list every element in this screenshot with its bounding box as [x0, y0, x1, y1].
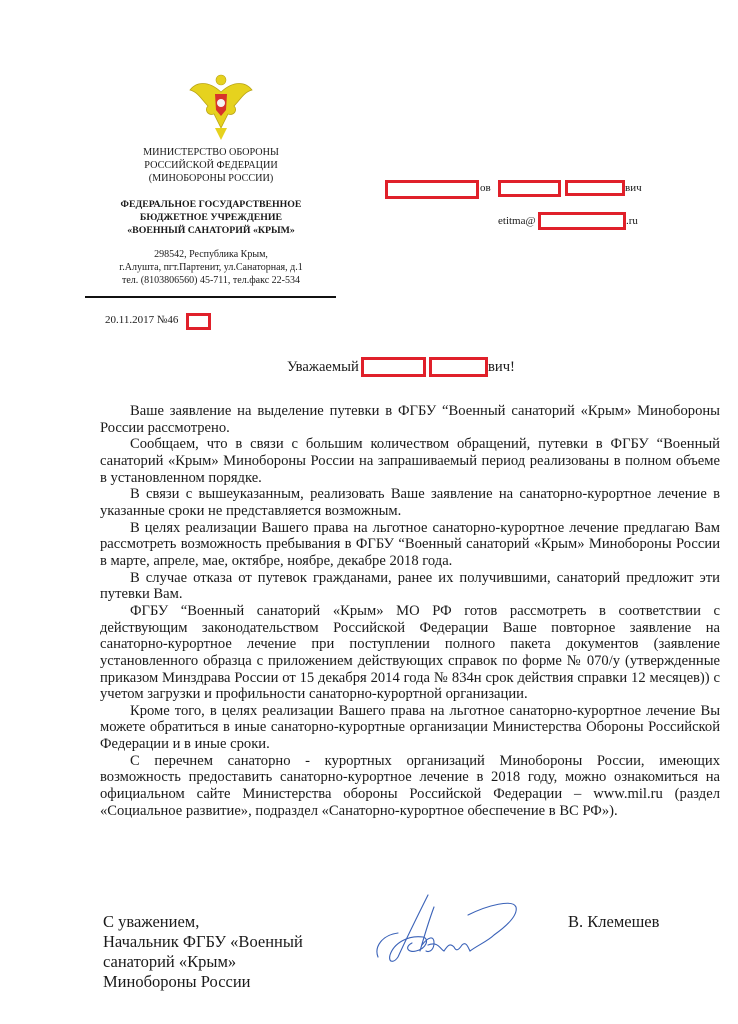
paragraph-line: Ваше заявление на выделение путевки в ФГБУ “Военный санаторий «Крым» Минобороны	[130, 403, 720, 419]
signature-icon	[368, 885, 528, 970]
paragraph-line: установленного образца с приложением действующих справок по форме № 070/у (утвержденные	[100, 652, 720, 669]
date-reference: 20.11.2017 №46	[105, 314, 179, 326]
ministry-heading	[85, 146, 337, 185]
closing-line: Минобороны России	[103, 972, 251, 991]
paragraph-line: можете обратиться в иные санаторно-курортные организации Министерства Обороны Российской	[100, 719, 720, 736]
institution-heading	[85, 198, 337, 237]
institution-line: ФЕДЕРАЛЬНОЕ ГОСУДАРСТВЕННОЕ	[120, 199, 302, 210]
address-line: г.Алушта, пгт.Партенит, ул.Санаторная, д.1	[119, 262, 303, 273]
paragraph-line: В связи с вышеуказанным, реализовать Ваше заявление на санаторно-курортное лечение в	[130, 486, 720, 503]
paragraph	[100, 603, 720, 703]
paragraph-line: рассмотреть возможность пребывания в ФГБУ “Военный санаторий «Крым» Минобороны России	[100, 536, 720, 553]
address-line: 298542, Республика Крым,	[154, 249, 268, 260]
paragraph	[100, 570, 720, 603]
closing-line: Начальник ФГБУ «Военный	[103, 932, 303, 951]
paragraph-line: России рассмотрено.	[100, 419, 230, 436]
greeting-prefix: Уважаемый	[287, 359, 359, 375]
institution-line: БЮДЖЕТНОЕ УЧРЕЖДЕНИЕ	[139, 212, 283, 223]
closing-block	[103, 912, 303, 992]
paragraph	[100, 520, 720, 570]
paragraph-line: указанные сроки не представляется возможным.	[100, 502, 402, 519]
redaction-box	[498, 180, 561, 197]
paragraph-line: приказом Минздрава России от 15 декабря 2014 года № 834н срок действия справки 12 месяцев)) с	[100, 669, 720, 686]
greeting-suffix: вич!	[488, 359, 515, 375]
signer-name: В. Клемешев	[568, 912, 660, 931]
ministry-line: РОССИЙСКОЙ ФЕДЕРАЦИИ	[144, 160, 278, 171]
header-divider	[85, 296, 336, 298]
paragraph-line: В случае отказа от путевок гражданами, ранее их получившими, санаторий предложит эти	[130, 569, 720, 586]
redaction-box	[429, 357, 488, 377]
paragraph-line: санаторий «Крым» Минобороны России на запрашиваемый период реализованы в полном объеме	[100, 452, 720, 469]
closing-line: санаторий «Крым»	[103, 952, 237, 971]
recipient-name-part: вич	[625, 182, 642, 194]
paragraph-line: Федерации и в иные сроки.	[100, 736, 270, 753]
paragraph-line: санаторно-курортное лечение при поступлении полного пакета документов (заявление	[100, 636, 720, 653]
emblem-icon	[188, 70, 254, 142]
recipient-email-prefix: etitma@	[498, 215, 536, 227]
paragraph-line: в установленном порядке.	[100, 469, 262, 486]
paragraph-line: Кроме того, в целях реализации Вашего права на льготное санаторно-курортное лечение Вы	[130, 702, 720, 719]
redaction-box	[565, 180, 625, 196]
redaction-box	[538, 212, 626, 230]
paragraph-line: путевки Вам.	[100, 586, 183, 603]
paragraph-line: В целях реализации Вашего права на льготное санаторно-курортное лечение предлагаю Вам	[130, 519, 720, 536]
paragraph	[100, 703, 720, 753]
ministry-line: МИНИСТЕРСТВО ОБОРОНЫ	[143, 147, 279, 158]
institution-address	[85, 248, 337, 287]
paragraph-line: действующим законодательством Российской Федерации Ваше повторное заявление на	[100, 619, 720, 636]
paragraph	[100, 403, 720, 436]
paragraph-line: ФГБУ “Военный санаторий «Крым» МО РФ готов рассмотреть в соответствии с	[130, 602, 720, 619]
paragraph	[100, 436, 720, 486]
ministry-line: (МИНОБОРОНЫ РОССИИ)	[148, 173, 274, 184]
recipient-name-part: ов	[480, 182, 491, 194]
paragraph-line: С перечнем санаторно - курортных организаций Минобороны России, имеющих	[130, 752, 720, 769]
letter-body	[100, 403, 720, 819]
redaction-box	[186, 313, 211, 330]
institution-line: «ВОЕННЫЙ САНАТОРИЙ «КРЫМ»	[127, 225, 295, 236]
paragraph-line: официальном сайте Министерства обороны Российской Федерации – www.mil.ru (раздел	[100, 786, 720, 803]
paragraph-line: «Социальное развитие», подраздел «Санаторно-курортное обеспечение в ВС РФ»).	[100, 802, 618, 819]
redaction-box	[385, 180, 479, 199]
paragraph	[100, 753, 720, 820]
paragraph-line: Сообщаем, что в связи с большим количеством обращений, путевки в ФГБУ “Военный	[130, 436, 720, 453]
paragraph-line: учетом загрузки и профильности санаторно-курортной организации.	[100, 686, 528, 703]
paragraph-line: в марте, апреле, мае, октябре, ноябре, декабре 2018 года.	[100, 552, 453, 569]
closing-line: С уважением,	[103, 912, 200, 931]
recipient-email-suffix: .ru	[626, 215, 638, 227]
paragraph-line: возможность предоставить санаторно-курортное лечение в 2018 году, можно ознакомиться на	[100, 769, 720, 786]
address-line: тел. (8103806560) 45-711, тел.факс 22-534	[121, 275, 300, 286]
paragraph	[100, 486, 720, 519]
redaction-box	[361, 357, 426, 377]
